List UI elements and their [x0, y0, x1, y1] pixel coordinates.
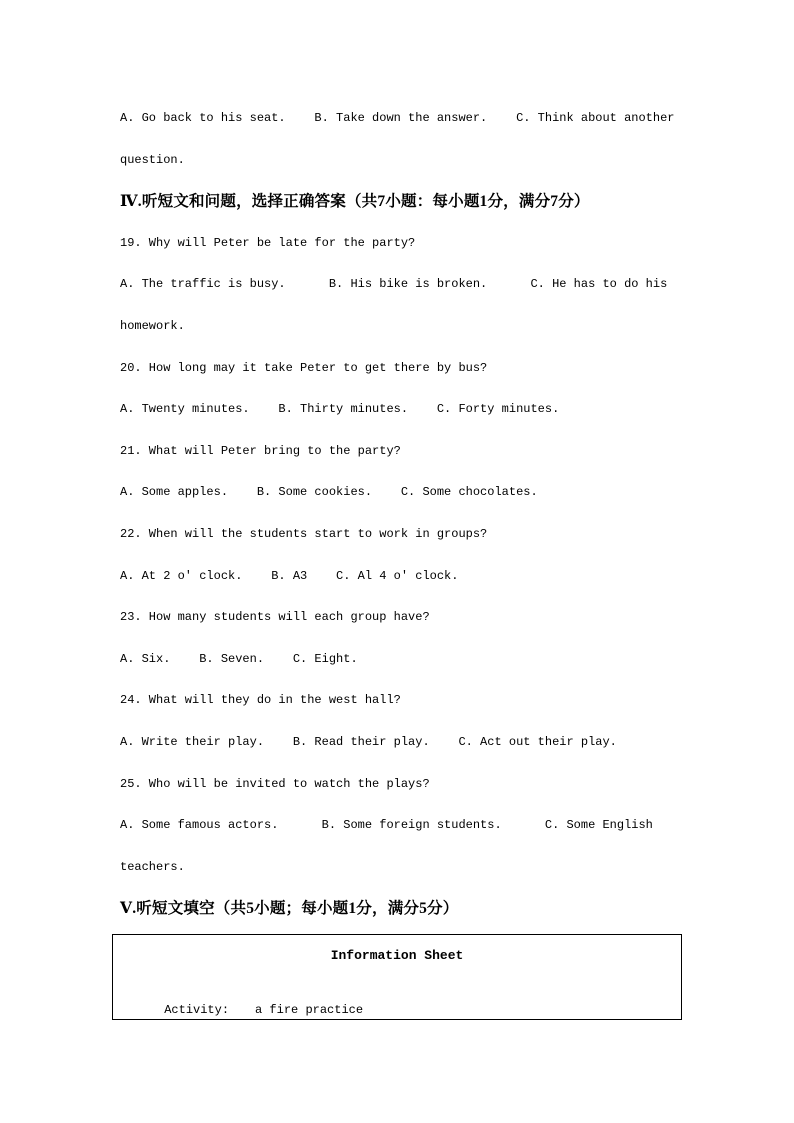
section-heading-iv: Ⅳ.听短文和问题，选择正确答案（共7小题：每小题1分，满分7分） [120, 193, 590, 211]
options-line: A. Twenty minutes. B. Thirty minutes. C. Forty minutes. [120, 402, 560, 417]
question-line-21: 21. What will Peter bring to the party? [120, 443, 401, 458]
question-line-19: 19. Why will Peter be late for the party? [120, 235, 416, 250]
options-line: A. The traffic is busy. B. His bike is broken. C. He has to do his [120, 277, 668, 292]
options-line: A. Write their play. B. Read their play. C. Act out their play. [120, 734, 617, 749]
info-row-activity [121, 989, 681, 1031]
options-line: A. Some famous actors. B. Some foreign students. C. Some English [120, 818, 653, 833]
options-line: A. Six. B. Seven. C. Eight. [120, 651, 358, 666]
question-line-25: 25. Who will be invited to watch the plays? [120, 776, 430, 791]
section-heading-v: Ⅴ.听短文填空（共5小题；每小题1分，满分5分） [120, 900, 459, 918]
question-line-20: 20. How long may it take Peter to get there by bus? [120, 360, 488, 375]
information-sheet-title: Information Sheet [330, 948, 464, 963]
question-line-23: 23. How many students will each group have? [120, 610, 430, 625]
question-line-22: 22. When will the students start to work in groups? [120, 526, 488, 541]
options-line-continuation: homework. [120, 318, 185, 333]
options-line-continuation: teachers. [120, 859, 185, 874]
options-line-continuation: question. [120, 152, 185, 167]
exam-text-content [120, 98, 682, 930]
options-line: A. At 2 o' clock. B. A3 C. Al 4 o' clock. [120, 568, 459, 583]
options-line: A. Go back to his seat. B. Take down the answer. C. Think about another [120, 111, 675, 125]
question-line-24: 24. What will they do in the west hall? [120, 693, 401, 708]
information-sheet-box [112, 934, 682, 1020]
info-row-value: a fire practice [255, 1003, 364, 1017]
options-line: A. Some apples. B. Some cookies. C. Some chocolates. [120, 485, 538, 500]
info-row-label: Activity: [164, 1003, 230, 1017]
